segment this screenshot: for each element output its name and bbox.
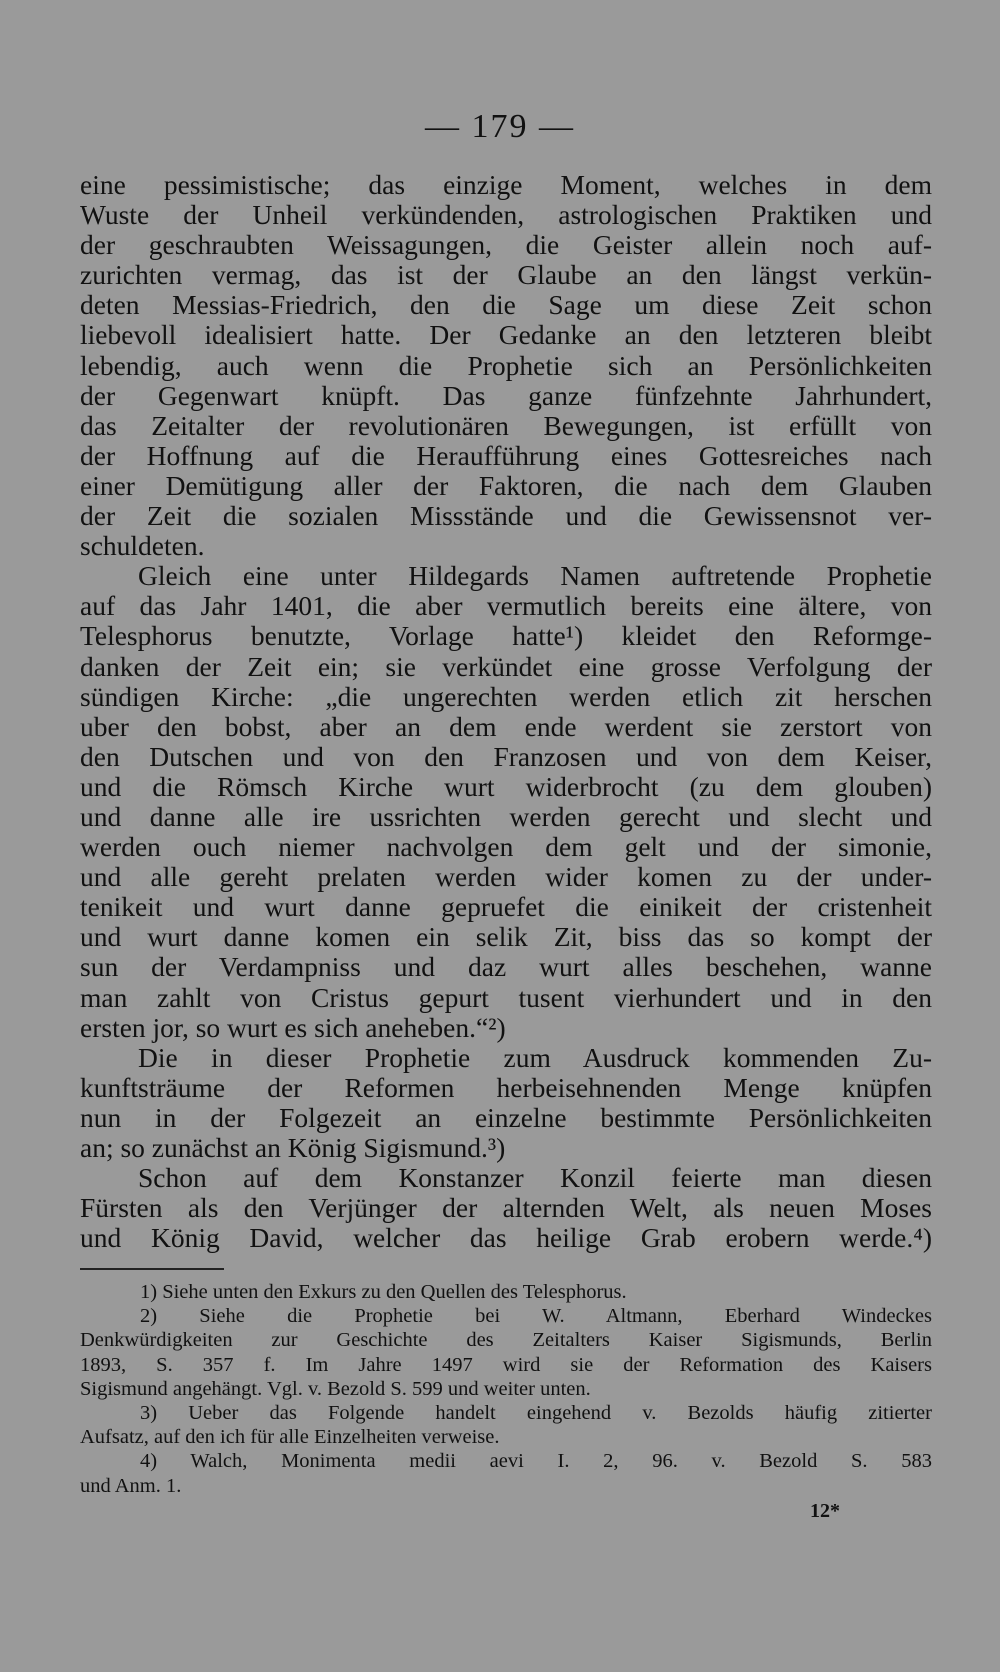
body-line: der Zeit die sozialen Missstände und die Gewissensnot ver-: [80, 500, 932, 532]
body-line: uber den bobst, aber an dem ende werdent sie zerstort von: [80, 710, 932, 742]
body-line: Wuste der Unheil verkündenden, astrologischen Praktiken und: [80, 199, 932, 231]
body-line: Die in dieser Prophetie zum Ausdruck kommenden Zu-: [138, 1041, 932, 1073]
footnote-line: und Anm. 1.: [80, 1474, 182, 1497]
body-line: nun in der Folgezeit an einzelne bestimmte Persönlichkeiten: [80, 1101, 932, 1133]
body-line: lebendig, auch wenn die Prophetie sich an Persönlichkeiten: [80, 349, 932, 381]
body-line: und die Römsch Kirche wurt widerbrocht (zu dem glouben): [80, 770, 932, 802]
body-line: der Hoffnung auf die Heraufführung eines Gottesreiches nach: [80, 439, 932, 471]
footnotes: [80, 1280, 932, 1498]
body-line: Fürsten als den Verjünger der alternden Welt, als neuen Moses: [80, 1192, 932, 1224]
body-line: an; so zunächst an König Sigismund.³): [80, 1132, 506, 1163]
footnote-line: 4) Walch, Monimenta medii aevi I. 2, 96. v. Bezold S. 583: [140, 1450, 932, 1473]
footnote-divider: [80, 1268, 224, 1270]
body-line: und danne alle ire ussrichten werden gerecht und slecht und: [80, 800, 932, 832]
body-line: und König David, welcher das heilige Grab erobern werde.⁴): [80, 1222, 932, 1254]
body-text: [80, 170, 932, 1253]
footnote-line: Sigismund angehängt. Vgl. v. Bezold S. 599 und weiter unten.: [80, 1377, 591, 1400]
footnote-line: 1893, S. 357 f. Im Jahre 1497 wird sie der Reformation des Kaisers: [80, 1353, 932, 1376]
footnote-line: 1) Siehe unten den Exkurs zu den Quellen des Telesphorus.: [140, 1281, 627, 1303]
page-number: — 179 —: [425, 108, 575, 145]
body-line: zurichten vermag, das ist der Glaube an den längst verkün-: [80, 259, 932, 291]
body-line: das Zeitalter der revolutionären Bewegungen, ist erfüllt von: [80, 409, 932, 441]
body-line: und wurt danne komen ein selik Zit, biss das so kompt der: [80, 921, 932, 953]
body-line: den Dutschen und von den Franzosen und von dem Keiser,: [80, 740, 932, 772]
footnote-line: Denkwürdigkeiten zur Geschichte des Zeitalters Kaiser Sigismunds, Berlin: [80, 1329, 932, 1352]
body-line: und alle gereht prelaten werden wider komen zu der under-: [80, 861, 932, 893]
footnote-line: Aufsatz, auf den ich für alle Einzelheiten verweise.: [80, 1426, 500, 1449]
body-line: man zahlt von Cristus gepurt tusent vierhundert und in den: [80, 981, 932, 1013]
body-line: Schon auf dem Konstanzer Konzil feierte man diesen: [138, 1162, 932, 1194]
body-line: tenikeit und wurt danne gepruefet die einikeit der cristenheit: [80, 891, 932, 923]
body-line: schuldeten.: [80, 530, 205, 562]
body-line: deten Messias-Friedrich, den die Sage um diese Zeit schon: [80, 289, 932, 321]
body-line: Telesphorus benutzte, Vorlage hatte¹) kleidet den Reformge-: [80, 620, 932, 652]
body-line: ersten jor, so wurt es sich aneheben.“²): [80, 1011, 506, 1043]
body-line: auf das Jahr 1401, die aber vermutlich bereits eine ältere, von: [80, 590, 932, 622]
body-line: der geschraubten Weissagungen, die Geister allein noch auf-: [80, 229, 932, 261]
body-line: sündigen Kirche: „die ungerechten werden etlich zit herschen: [80, 680, 932, 712]
signature-mark: 12*: [810, 1500, 840, 1522]
body-line: einer Demütigung aller der Faktoren, die nach dem Glauben: [80, 469, 932, 501]
body-line: danken der Zeit ein; sie verkündet eine grosse Verfolgung der: [80, 650, 932, 682]
footnote-line: 2) Siehe die Prophetie bei W. Altmann, Eberhard Windeckes: [140, 1305, 932, 1328]
body-line: eine pessimistische; das einzige Moment, welches in dem: [80, 169, 932, 200]
body-line: werden ouch niemer nachvolgen dem gelt und der simonie,: [80, 831, 932, 863]
body-line: sun der Verdampniss und daz wurt alles beschehen, wanne: [80, 951, 932, 983]
footnote-line: 3) Ueber das Folgende handelt eingehend v. Bezolds häufig zitierter: [140, 1401, 932, 1424]
body-line: Gleich eine unter Hildegards Namen auftretende Prophetie: [138, 560, 932, 592]
body-line: der Gegenwart knüpft. Das ganze fünfzehnte Jahrhundert,: [80, 379, 932, 411]
body-line: liebevoll idealisiert hatte. Der Gedanke an den letzteren bleibt: [80, 319, 932, 351]
body-line: kunftsträume der Reformen herbeisehnenden Menge knüpfen: [80, 1071, 932, 1103]
